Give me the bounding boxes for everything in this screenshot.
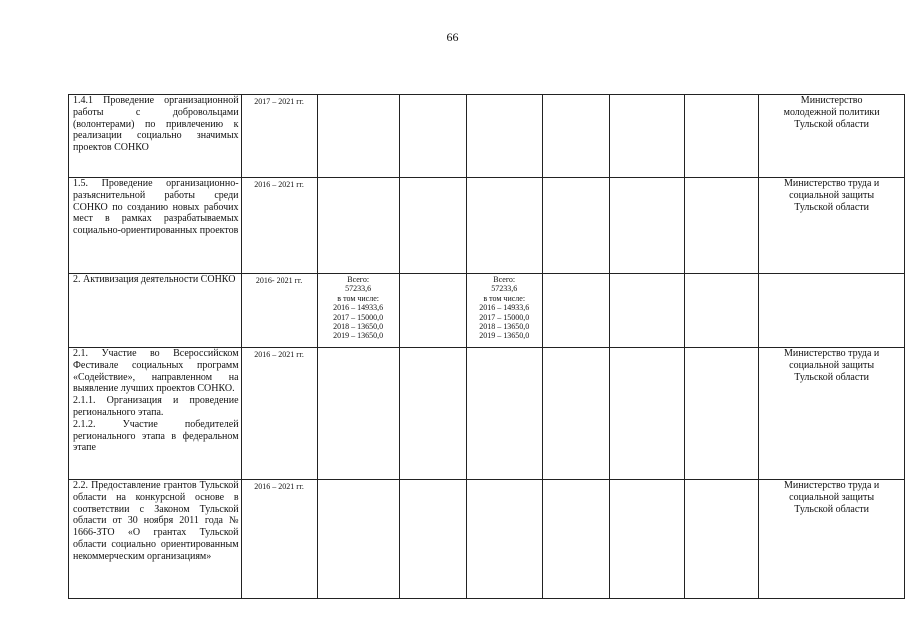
funding-regional-text (467, 348, 542, 349)
funding-regional-cell (466, 178, 542, 274)
funding-total-text (318, 480, 399, 481)
table-row (69, 274, 905, 348)
funding-regional-text (467, 480, 542, 481)
measure-cell (69, 348, 242, 480)
funding-regional-cell (466, 348, 542, 480)
measure-description: 1.4.1 Проведение организационной работы с добровольцами (волонтерами) по привлечению к реализации социально значимых проектов СОНКО (73, 95, 239, 154)
funding-total-text (318, 178, 399, 179)
table-row (69, 178, 905, 274)
period-cell (241, 274, 317, 348)
measure-description: 2.1. Участие во Всероссийском Фестивале социальных программ «Содействие», направленном на выявление лучших проектов СОНКО. 2.1.1. Организация и проведение регионального этапа. 2.1.2. Участие победителей регионального этапа в федеральном этапе (73, 348, 239, 454)
funding-regional-cell (466, 274, 542, 348)
empty-cell (542, 178, 609, 274)
funding-regional-text: Всего: 57233,6 в том числе: 2016 – 14933,6 2017 – 15000,0 2018 – 13650,0 2019 – 13650,0 (479, 275, 530, 341)
table-row (69, 95, 905, 178)
empty-cell (609, 274, 685, 348)
page-number: 66 (446, 30, 459, 44)
empty-cell (399, 348, 466, 480)
measure-cell (69, 95, 242, 178)
empty-cell (542, 274, 609, 348)
empty-cell (685, 274, 759, 348)
empty-cell (609, 178, 685, 274)
funding-total-text (318, 348, 399, 349)
period-cell (241, 348, 317, 480)
funding-regional-text (467, 178, 542, 179)
empty-cell (609, 95, 685, 178)
funding-total-cell (317, 178, 399, 274)
period-text: 2016 – 2021 гг. (254, 350, 304, 359)
empty-cell (542, 348, 609, 480)
empty-cell (399, 274, 466, 348)
empty-cell (685, 95, 759, 178)
period-cell (241, 480, 317, 599)
measure-cell (69, 274, 242, 348)
empty-cell (685, 178, 759, 274)
executor-cell (759, 274, 905, 348)
period-text: 2016- 2021 гг. (255, 276, 303, 285)
funding-regional-cell (466, 95, 542, 178)
period-cell (241, 178, 317, 274)
executor-cell (759, 348, 905, 480)
empty-cell (685, 348, 759, 480)
funding-total-cell (317, 274, 399, 348)
measure-description: 1.5. Проведение организационно-разъяснительной работы среди СОНКО по созданию новых рабочих мест в рамках разрабатываемых социально-ориентированных проектов (73, 178, 239, 237)
measure-cell (69, 178, 242, 274)
funding-total-cell (317, 348, 399, 480)
funding-total-cell (317, 480, 399, 599)
measure-cell (69, 480, 242, 599)
measures-table (68, 94, 905, 599)
executor-text: Министерство труда и социальной защиты Тульской области (784, 178, 880, 213)
period-cell (241, 95, 317, 178)
executor-cell (759, 95, 905, 178)
empty-cell (542, 480, 609, 599)
period-text: 2016 – 2021 гг. (254, 482, 304, 491)
executor-text: Министерство труда и социальной защиты Тульской области (784, 480, 880, 515)
empty-cell (609, 480, 685, 599)
executor-cell (759, 178, 905, 274)
executor-cell (759, 480, 905, 599)
measure-description: 2. Активизация деятельности СОНКО (73, 274, 236, 285)
funding-total-text: Всего: 57233,6 в том числе: 2016 – 14933,6 2017 – 15000,0 2018 – 13650,0 2019 – 13650,0 (333, 275, 384, 341)
table-row (69, 348, 905, 480)
empty-cell (609, 348, 685, 480)
funding-regional-cell (466, 480, 542, 599)
funding-total-cell (317, 95, 399, 178)
empty-cell (399, 480, 466, 599)
executor-text: Министерство молодежной политики Тульской области (783, 95, 880, 130)
empty-cell (399, 95, 466, 178)
empty-cell (542, 95, 609, 178)
funding-total-text (318, 95, 399, 96)
period-text: 2016 – 2021 гг. (254, 180, 304, 189)
empty-cell (685, 480, 759, 599)
table-row (69, 480, 905, 599)
measure-description: 2.2. Предоставление грантов Тульской области на конкурсной основе в соответствии с Законом Тульской области от 30 ноября 2011 года № 1666-ЗТО «О грантах Тульской области социально ориентированным некоммерческим организациям» (73, 480, 239, 562)
empty-cell (399, 178, 466, 274)
executor-text: Министерство труда и социальной защиты Тульской области (784, 348, 880, 383)
funding-regional-text (467, 95, 542, 96)
period-text: 2017 – 2021 гг. (254, 97, 304, 106)
